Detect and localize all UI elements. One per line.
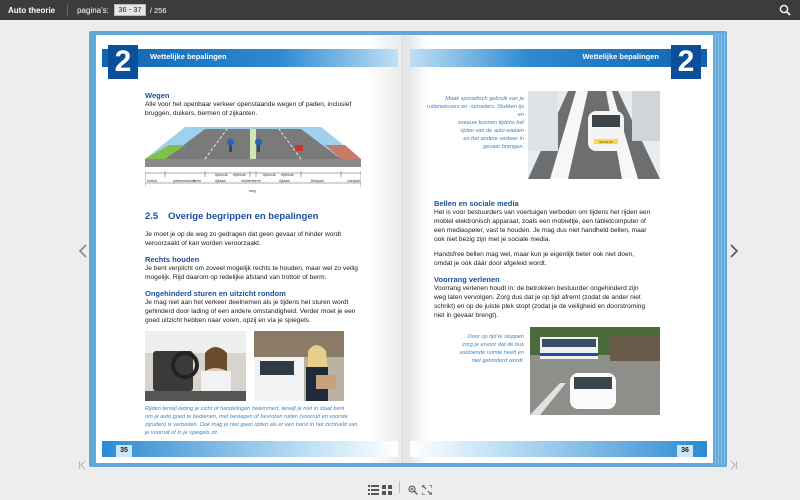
page-number: 35 [116, 445, 132, 457]
bus-caption [434, 333, 524, 365]
snow-caption-line: ruitenwissers en -sproeiers. Stukken ijs en [427, 104, 524, 118]
header-band [102, 49, 398, 67]
snow-caption [424, 95, 524, 151]
fullscreen-icon[interactable] [422, 482, 432, 500]
chapter-title: Wettelijke bepalingen [582, 52, 659, 61]
snow-caption-line: Maak sporadisch gebruik van je [445, 96, 524, 102]
photo-caption-line-3: zijruiten) is verboden. Ook mag je niet gaan rijden als er een barst in het zichtveld van [145, 422, 358, 428]
heading-bellen: Bellen en sociale media [434, 199, 519, 208]
diagram-label: middenberm [241, 179, 261, 183]
snow-caption-line: gevaar brengen. [483, 144, 524, 150]
snow-caption-line: rijden van de auto waaien [460, 128, 524, 134]
right-page[interactable] [404, 35, 713, 463]
bus-caption-line: Door op tijd te stoppen [467, 334, 524, 340]
first-page-button[interactable] [78, 457, 88, 467]
license-plate-text: XX-XX-XX [598, 140, 614, 144]
bellen-line-5: Handsfree bellen mag wel, maar kun je eigenlijk beter ook niet doen, [434, 251, 635, 258]
footer-band [102, 441, 398, 457]
diagram-label: parkeerstrook [173, 179, 195, 183]
photo-bus-yielding [530, 327, 660, 415]
zicht-line-1: Je mag niet aan het verkeer deelnemen als je tijdens het sturen wordt [145, 299, 349, 306]
zicht-line-3: goed uitzicht hebben naar voren, opzij en via je spiegels. [145, 317, 311, 324]
voorrang-line-2: weg laten vervolgen. Zorg dus dat je op tijd afremt (zodat de ander niet [434, 294, 641, 301]
diagram-label: weg [249, 189, 256, 193]
diagram-label: berm [193, 179, 202, 183]
search-icon[interactable] [779, 4, 791, 16]
photo-caption-line-1: Rijden terwijl lading je zicht of handelingen belemmert, terwijl je niet in staat bent [145, 406, 345, 412]
page-label: pagina's: [77, 5, 109, 15]
zoom-in-icon[interactable] [408, 482, 418, 500]
photo-car-in-snow [528, 91, 660, 179]
bellen-line-2: mobiel elektronisch apparaat, zoals een mobieltje, een tabletcomputer of [434, 218, 646, 225]
bus-caption-line: voldoende ruimte heeft en [459, 350, 524, 356]
heading-voorrang: Voorrang verlenen [434, 275, 500, 284]
diagram-label: voetpad [347, 179, 360, 183]
photo-driver-in-car [145, 331, 246, 401]
chapter-number: 2 [671, 45, 701, 79]
rechts-line-1: Je bent verplicht om zoveel mogelijk rechts te houden, maar wel zo veilig [145, 265, 358, 272]
diagram-label: trottoir [147, 179, 158, 183]
page-number: 36 [677, 445, 693, 457]
snow-caption-line: en het andere verkeer in [463, 136, 524, 142]
app-title: Auto theorie [8, 5, 56, 15]
diagram-label: rijstrook [281, 173, 294, 177]
bellen-line-6: omdat je ook dáár door afgeleid wordt. [434, 260, 547, 267]
header-band [410, 49, 707, 67]
chevron-right-icon [727, 243, 741, 259]
diagram-label: rijstrook [263, 173, 276, 177]
bellen-line-3: een mediaspeler, vast te houden. Je mag dus niet handheld bellen, maar [434, 227, 647, 234]
grid-view-icon[interactable] [382, 482, 392, 500]
voorrang-line-3: schrikt) en op de juiste plek stopt (zodat je de veiligheid en doorstroming [434, 303, 646, 310]
last-page-icon [728, 460, 738, 470]
list-view-icon[interactable] [368, 482, 379, 500]
section-number: 2.5 [145, 211, 159, 222]
first-page-icon [78, 460, 88, 470]
photo-caption-line-4: je voorruit of in je spiegels zit. [145, 430, 219, 436]
left-page[interactable] [96, 35, 404, 463]
chevron-left-icon [76, 243, 90, 259]
photo-woman-loading-car [254, 331, 344, 401]
voorrang-line-1: Voorrang verlenen houdt in: de betrokken bestuurder ongehinderd zijn [434, 285, 639, 292]
page-edges [715, 33, 727, 465]
next-page-button[interactable] [727, 243, 741, 259]
diagram-label: fietspad [311, 179, 324, 183]
zicht-line-2: gehinderd door lading of een andere omstandigheid. Verder moet je een [145, 308, 356, 315]
wegen-line-2: bruggen, duikers, bermen of zijkanten. [145, 110, 258, 117]
diagram-labels [145, 173, 361, 195]
diagram-label: rijstrook [215, 173, 228, 177]
wegen-line-1: Alle voor het openbaar verkeer openstaande wegen of paden, inclusief [145, 101, 352, 108]
bus-caption-line: zorg je ervoor dat de bus [462, 342, 524, 348]
chapter-title: Wettelijke bepalingen [150, 52, 227, 61]
photo-caption-line-2: om je auto goed te bedienen, met beslagen of bevroren ruiten (voorruit en voorste [145, 414, 348, 420]
rechts-line-2: mogelijk. Rijd daarom op redelijke afstand van trottoir of berm. [145, 274, 327, 281]
section-line-2: veroorzaakt of kan worden veroorzaakt. [145, 240, 261, 247]
bus-caption-line: niet gehinderd wordt. [471, 358, 524, 364]
diagram-label: rijbaan [279, 179, 290, 183]
top-toolbar [0, 0, 800, 20]
toolbar-divider [399, 481, 400, 493]
heading-rechts-houden: Rechts houden [145, 255, 200, 264]
snow-caption-line: sneeuw kunnen tijdens het [457, 120, 524, 126]
page-number-input[interactable]: 36 - 37 [114, 4, 146, 16]
diagram-label: rijbaan [215, 179, 226, 183]
voorrang-line-4: niet in gevaar brengt). [434, 312, 499, 319]
bottom-toolbar [362, 480, 438, 494]
last-page-button[interactable] [728, 457, 738, 467]
toolbar-divider [67, 4, 68, 16]
book-viewer [89, 31, 727, 467]
diagram-label: rijstrook [233, 173, 246, 177]
footer-band [410, 441, 707, 457]
chapter-number: 2 [108, 45, 138, 79]
bellen-line-1: Het is voor bestuurders van voertuigen verboden om tijdens het rijden een [434, 209, 651, 216]
bellen-line-4: ook niet bezig zijn met je sociale media. [434, 236, 551, 243]
previous-page-button[interactable] [76, 243, 90, 259]
heading-uitzicht: Ongehinderd sturen en uitzicht rondom [145, 289, 286, 298]
page-total: / 256 [149, 5, 167, 15]
heading-wegen: Wegen [145, 91, 170, 100]
section-line-1: Je moet je op de weg zo gedragen dat geen gevaar of hinder wordt [145, 231, 342, 238]
section-title: Overige begrippen en bepalingen [168, 211, 319, 222]
